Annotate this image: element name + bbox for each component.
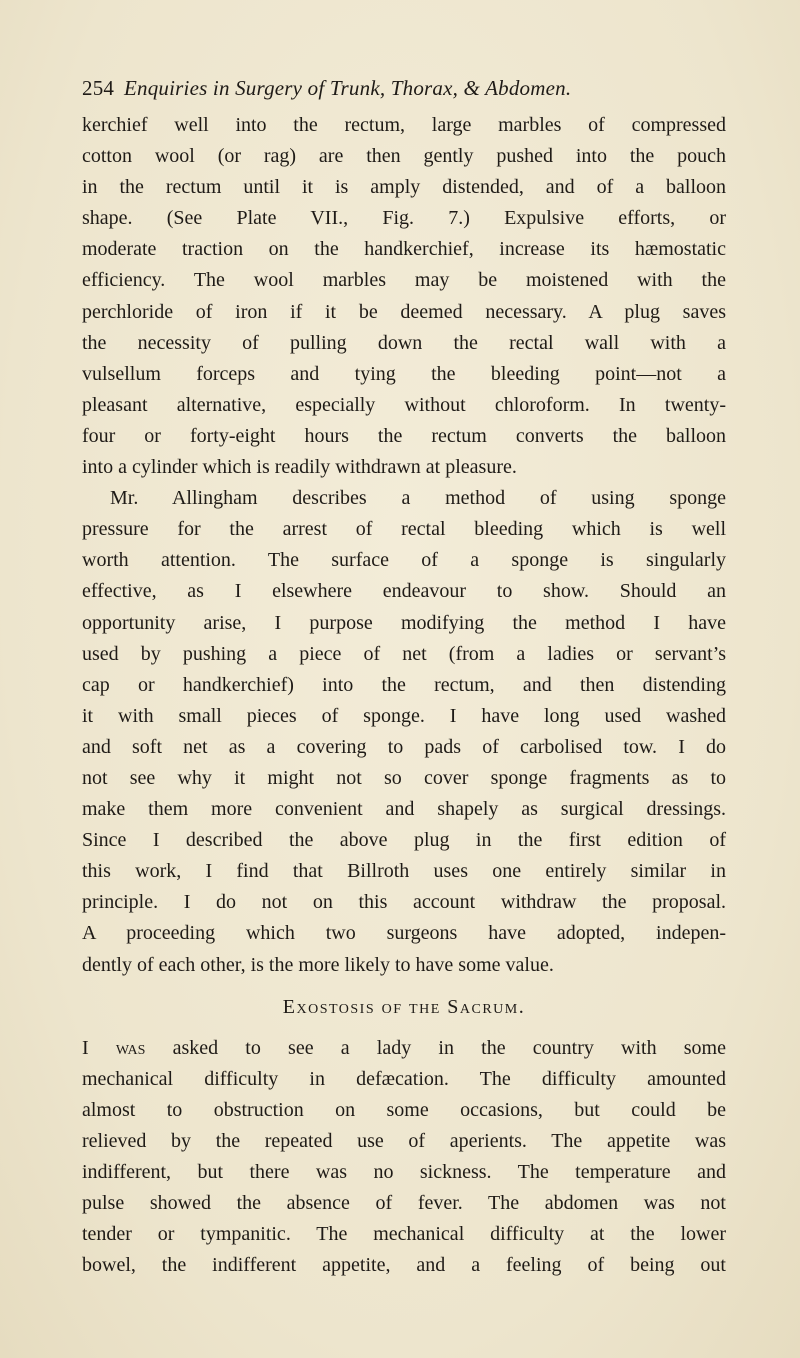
text-line: mechanical difficulty in defæcation. The difficulty amounted [82, 1067, 726, 1090]
text-line: shape. (See Plate VII., Fig. 7.) Expulsive efforts, or [82, 207, 726, 230]
text-line: effective, as I elsewhere endeavour to show. Should an [82, 580, 726, 603]
text-line: relieved by the repeated use of aperients. The appetite was [82, 1129, 726, 1152]
text-line: into a cylinder which is readily withdrawn at pleasure. [82, 456, 517, 479]
text-line: and soft net as a covering to pads of carbolised tow. I do [82, 735, 726, 758]
text-line: four or forty-eight hours the rectum converts the balloon [82, 424, 726, 447]
text-line: bowel, the indifferent appetite, and a feeling of being out [82, 1254, 726, 1277]
paragraph-3 [82, 1033, 726, 1282]
text-line: kerchief well into the rectum, large marbles of compressed [82, 114, 726, 136]
text-line: worth attention. The surface of a sponge is singularly [82, 549, 726, 572]
text-line: not see why it might not so cover sponge fragments as to [82, 766, 726, 789]
text-line: opportunity arise, I purpose modifying the method I have [82, 611, 726, 634]
line-continuation: asked to see a lady in the country with some [145, 1036, 726, 1059]
text-line: it with small pieces of sponge. I have long used washed [82, 704, 726, 727]
text-line: perchloride of iron if it be deemed necessary. A plug saves [82, 300, 726, 323]
text-line: moderate traction on the handkerchief, increase its hæmostatic [82, 238, 726, 261]
text-line: almost to obstruction on some occasions, but could be [82, 1098, 726, 1121]
run-in-opening: I was [82, 1036, 146, 1059]
paragraph-1 [82, 110, 726, 483]
text-line: A proceeding which two surgeons have adopted, indepen- [82, 922, 726, 945]
running-title: Enquiries in Surgery of Trunk, Thorax, & Abdomen. [124, 76, 572, 100]
text-line: vulsellum forceps and tying the bleeding point—not a [82, 362, 726, 385]
text-line: pressure for the arrest of rectal bleeding which is well [82, 518, 726, 541]
text-line: make them more convenient and shapely as surgical dressings. [82, 798, 726, 821]
text-line: efficiency. The wool marbles may be moistened with the [82, 269, 726, 292]
text-line: pleasant alternative, especially without chloroform. In twenty- [82, 393, 726, 416]
text-line: indifferent, but there was no sickness. The temperature and [82, 1161, 726, 1183]
text-line: in the rectum until it is amply distended, and of a balloon [82, 176, 726, 199]
text-line: pulse showed the absence of fever. The abdomen was not [82, 1192, 726, 1215]
paragraph-2 [82, 483, 726, 981]
running-head [82, 76, 722, 106]
body-text [82, 110, 726, 1281]
text-line: Mr. Allingham describes a method of using sponge [110, 487, 726, 510]
page-number: 254 [82, 76, 115, 100]
text-line: Since I described the above plug in the first edition of [82, 829, 726, 852]
text-line: dently of each other, is the more likely to have some value. [82, 953, 554, 976]
text-line: cotton wool (or rag) are then gently pushed into the pouch [82, 145, 726, 168]
text-line: tender or tympanitic. The mechanical difficulty at the lower [82, 1223, 726, 1246]
text-line: this work, I find that Billroth uses one entirely similar in [82, 860, 726, 883]
text-line [82, 1033, 726, 1064]
text-line: principle. I do not on this account withdraw the proposal. [82, 891, 726, 914]
text-line: the necessity of pulling down the rectal wall with a [82, 331, 726, 354]
section-heading: Exostosis of the Sacrum. [282, 995, 526, 1018]
text-line: used by pushing a piece of net (from a ladies or servant’s [82, 642, 726, 665]
text-line: cap or handkerchief) into the rectum, and then distending [82, 673, 726, 696]
